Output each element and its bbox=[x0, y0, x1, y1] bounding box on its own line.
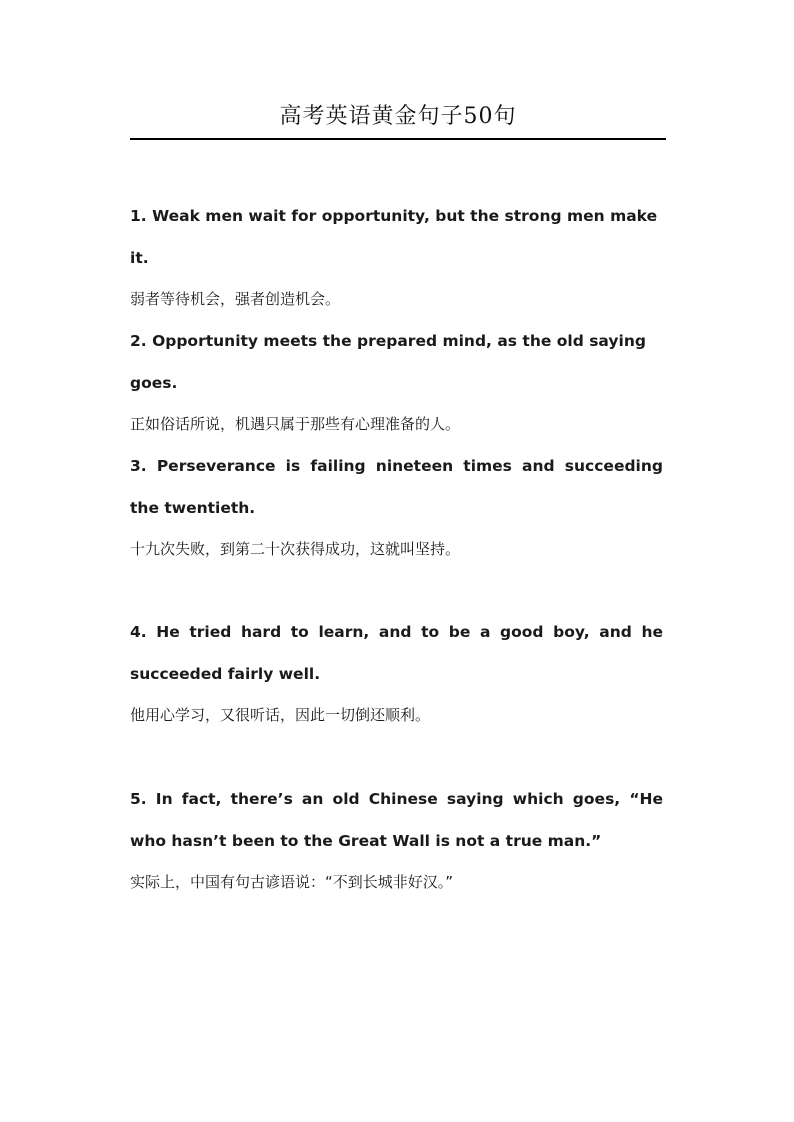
document-title: 高考英语黄金句子50句 bbox=[279, 104, 517, 129]
chinese-translation: 正如俗话所说，机遇只属于那些有心理准备的人。 bbox=[130, 415, 461, 433]
english-sentence: 3. Perseverance is failing nineteen times and succeeding the twentieth. bbox=[130, 457, 663, 517]
sentence-item bbox=[130, 446, 663, 560]
chinese-translation: 他用心学习，又很听话，因此一切倒还顺利。 bbox=[130, 706, 431, 724]
sentence-item bbox=[130, 321, 663, 435]
title-block bbox=[130, 96, 666, 140]
sentence-item bbox=[130, 196, 663, 310]
sentence-item bbox=[130, 779, 663, 893]
sentence-item bbox=[130, 612, 663, 726]
chinese-translation: 十九次失败，到第二十次获得成功，这就叫坚持。 bbox=[130, 540, 461, 558]
english-sentence: 5. In fact, there’s an old Chinese saying which goes, “He who hasn’t been to the Great Wall is not a true man.” bbox=[130, 790, 663, 850]
english-sentence: 2. Opportunity meets the prepared mind, as the old saying goes. bbox=[130, 332, 646, 392]
english-sentence: 4. He tried hard to learn, and to be a good boy, and he succeeded fairly well. bbox=[130, 623, 663, 683]
chinese-translation: 实际上，中国有句古谚语说：“不到长城非好汉。” bbox=[130, 873, 454, 891]
english-sentence: 1. Weak men wait for opportunity, but the strong men make it. bbox=[130, 207, 658, 267]
chinese-translation: 弱者等待机会，强者创造机会。 bbox=[130, 290, 341, 308]
